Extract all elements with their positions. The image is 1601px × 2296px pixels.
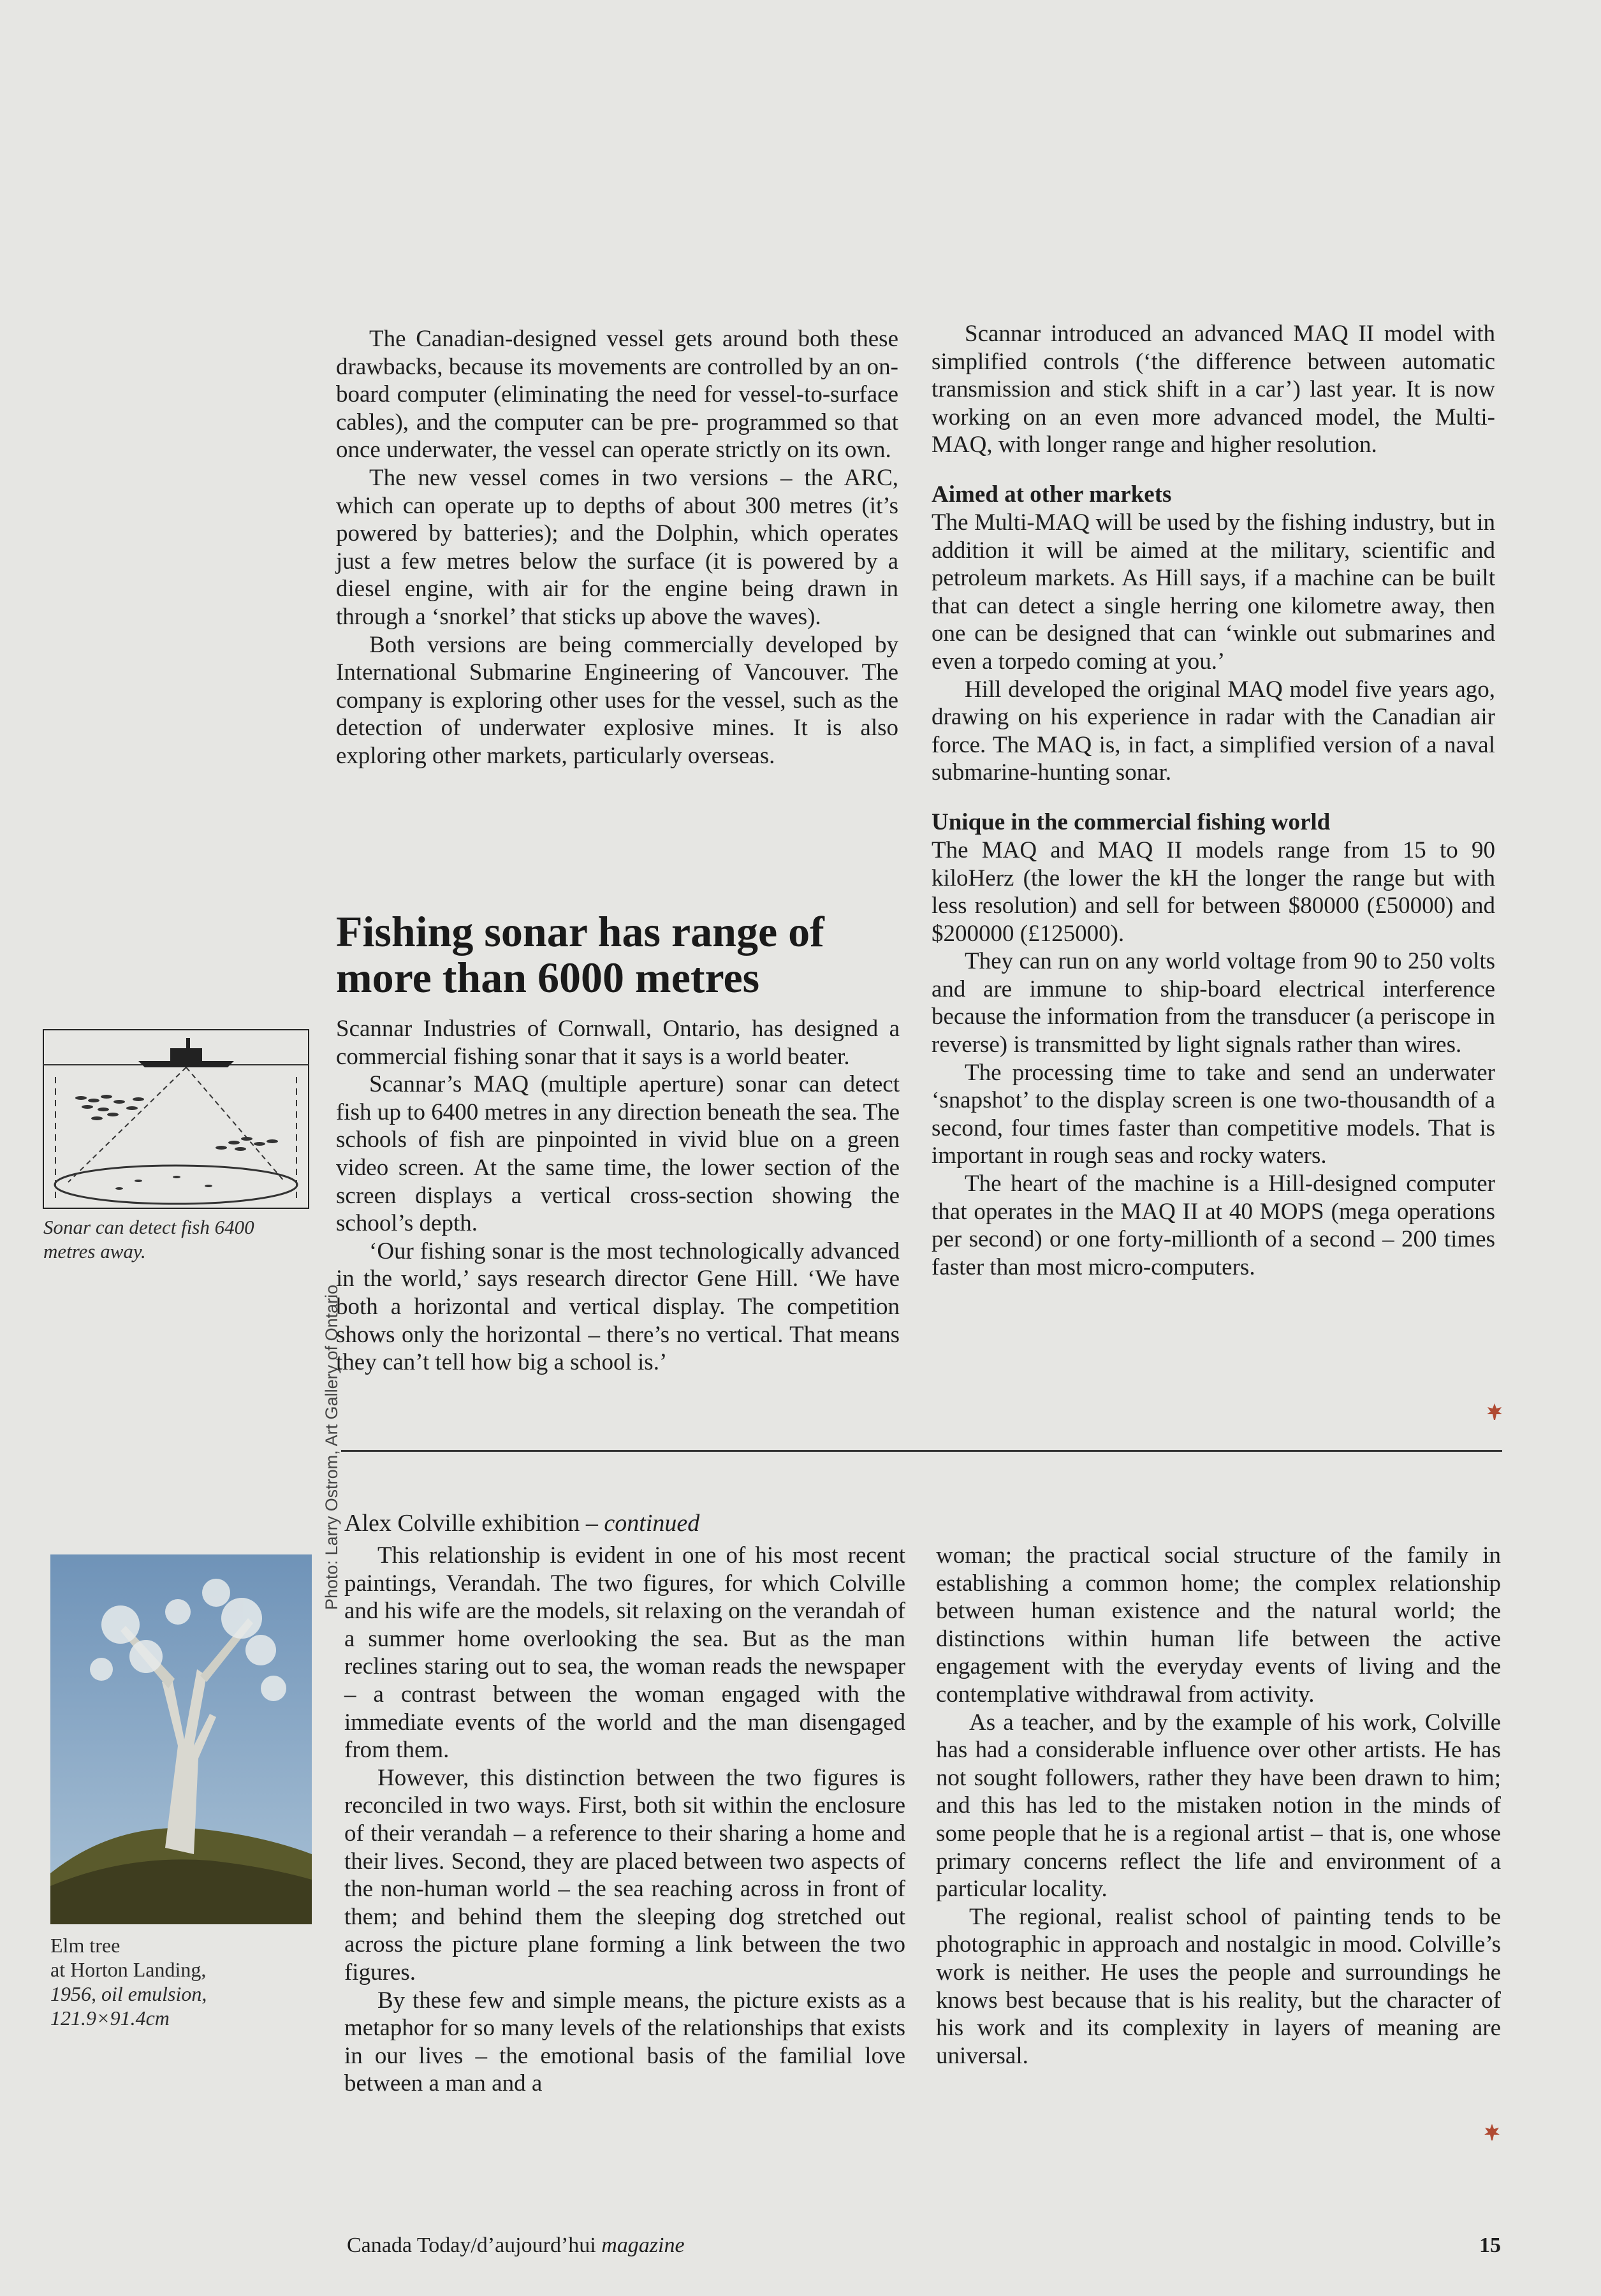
page-number: 15 xyxy=(1479,2234,1501,2257)
sonar-diagram-icon xyxy=(43,1029,309,1209)
painting-elm-tree xyxy=(50,1554,312,1924)
paragraph: The heart of the machine is a Hill-designed computer that operates in the MAQ II at 40 MOPS (mega operations per second) or one forty-millionth of a second – 200 times faster than most micro-computers. xyxy=(932,1171,1495,1280)
paragraph: woman; the practical social structure of the family in establishing a common home; the complex relationship between human existence and the natural world; the distinctions within human life between the active engagement with the everyday events of living and the contemplative withdrawal from activity. xyxy=(936,1542,1501,1707)
paragraph: This relationship is evident in one of his most recent paintings, Verandah. The two figures, for which Colville and his wife are the models, sit relaxing on the verandah of a summer home overlooking the sea. But as the man reclines staring out to sea, the woman reads the newspaper – a contrast between the woman engaged with the immediate events of the world and the man disengaged from them. xyxy=(344,1542,905,1764)
paragraph: The new vessel comes in two versions – the ARC, which can operate up to depths of about 300 metres (it’s powered by batteries); and the Dolphin, which operates just a few metres below the surface (it is powered by a diesel engine, with air for the engine being drawn in through a ‘snorkel’ that sticks up above the waves). xyxy=(336,464,898,630)
photo-credit: Photo: Larry Ostrom, Art Gallery of Ontario xyxy=(322,1284,341,1610)
paragraph: The regional, realist school of painting tends to be photographic in approach and nostalgic in mood. Colville’s work is neither. He uses the people and surroundings he knows best because that is his reality, but the character of his work and its complexity in layers of meaning are universal. xyxy=(936,1903,1501,2069)
paragraph: They can run on any world voltage from 90 to 250 volts and are immune to ship-board electrical interference because the information from the transducer (a periscope in reverse) is transmitted by light signals rather than wires. xyxy=(932,948,1495,1058)
paragraph: By these few and simple means, the picture exists as a metaphor for so many levels of the relationships that exists in our lives – the emotional basis of the familial love between a man and a xyxy=(344,1987,905,2097)
maple-leaf-end-icon xyxy=(1483,2123,1501,2141)
sonar-figure-caption: Sonar can detect fish 6400 metres away. xyxy=(43,1216,254,1262)
elm-tree-painting-icon xyxy=(50,1554,312,1924)
subhead-unique: Unique in the commercial fishing world xyxy=(932,808,1331,835)
section-divider xyxy=(341,1450,1502,1452)
paragraph: The processing time to take and send an underwater ‘snapshot’ to the display screen is one two-thousandth of a second, four times faster than competitive models. That is important in rough seas and rocky waters. xyxy=(932,1059,1495,1169)
paragraph: The MAQ and MAQ II models range from 15 to 90 kiloHerz (the lower the kH the longer the range but with less resolution) and sell for between $80000 (£50000) and $200000 (£125000). xyxy=(932,837,1495,947)
headline-fishing-sonar: Fishing sonar has range of more than 6000 metres xyxy=(336,907,824,1002)
article3-column-left xyxy=(344,1542,905,2098)
article2-column-left xyxy=(336,1015,900,1377)
maple-leaf-end-icon xyxy=(1486,1403,1503,1421)
paragraph: ‘Our fishing sonar is the most technologically advanced in the world,’ says research director Gene Hill. ‘We have both a horizontal and vertical display. The competition shows only the horizontal – there’s no vertical. That means they can’t tell how big a school is.’ xyxy=(336,1238,900,1376)
paragraph: Scannar introduced an advanced MAQ II model with simplified controls (‘the difference between automatic transmission and stick shift in a car’) last year. It is now working on an even more advanced model, the Multi-MAQ, with longer range and higher resolution. xyxy=(932,321,1495,458)
running-head: Alex Colville exhibition – continued xyxy=(344,1510,700,1537)
sonar-figure xyxy=(43,1029,309,1209)
subhead-other-markets: Aimed at other markets xyxy=(932,481,1172,508)
article1-column xyxy=(336,325,898,770)
paragraph: The Multi-MAQ will be used by the fishing industry, but in addition it will be aimed at the military, scientific and petroleum markets. As Hill says, if a machine can be built that can detect a single herring one kilometre away, then one can be designed that can ‘winkle out submarines and even a torpedo coming at you.’ xyxy=(932,509,1495,675)
paragraph: Scannar’s MAQ (multiple aperture) sonar can detect fish up to 6400 metres in any direction beneath the sea. The schools of fish are pinpointed in vivid blue on a green video screen. At the same time, the lower section of the screen displays a vertical cross-section showing the school’s depth. xyxy=(336,1071,900,1237)
paragraph: The Canadian-designed vessel gets around both these drawbacks, because its movements are controlled by an on-board computer (eliminating the need for vessel-to-surface cables), and the computer can be pre- programmed so that once underwater, the vessel can operate strictly on its own. xyxy=(336,326,898,464)
painting-caption: Elm tree at Horton Landing, 1956, oil emulsion, 121.9×91.4cm xyxy=(50,1934,207,2029)
paragraph: As a teacher, and by the example of his work, Colville has had a considerable influence over other artists. He has not sought followers, rather they have been drawn to him; and this has led to the mistaken notion in the minds of some people that he is a regional artist – that is, one whose primary concerns reflect the life and environment of a particular locality. xyxy=(936,1709,1501,1903)
article3-column-right xyxy=(936,1542,1501,2070)
paragraph: Both versions are being commercially developed by International Submarine Engineering of Vancouver. The company is exploring other uses for the vessel, such as the detection of underwater explosive mines. It is also exploring other markets, particularly overseas. xyxy=(336,631,898,769)
article2-column-right xyxy=(932,320,1495,1281)
paragraph: Scannar Industries of Cornwall, Ontario, has designed a commercial fishing sonar that it says is a world beater. xyxy=(336,1016,900,1070)
paragraph: Hill developed the original MAQ model five years ago, drawing on his experience in radar with the Canadian air force. The MAQ is, in fact, a simplified version of a naval submarine-hunting sonar. xyxy=(932,676,1495,786)
paragraph: However, this distinction between the two figures is reconciled in two ways. First, both sit within the enclosure of their verandah – a reference to their sharing a home and their lives. Second, they are placed between two aspects of the non-human world – the sea reaching across in front of them; and behind them the sleeping dog stretched out across the picture plane forming a link between the two figures. xyxy=(344,1764,905,1985)
footer-magazine-name: Canada Today/d’aujourd’hui magazine xyxy=(347,2234,685,2257)
